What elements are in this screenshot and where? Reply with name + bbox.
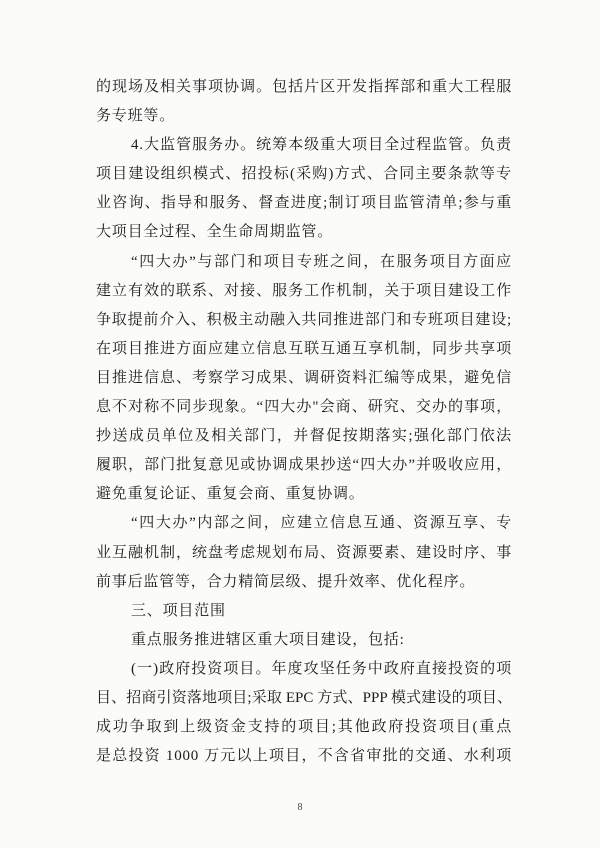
text-line: “四大办”内部之间，应建立信息互通、资源互享、专 xyxy=(131,515,512,532)
text-line: 建立有效的联系、对接、服务工作机制，关于项目建设工作 xyxy=(96,282,512,299)
text-line: 业咨询、指导和服务、督查进度;制订项目监管清单;参与重 xyxy=(96,195,512,212)
text-line: 的现场及相关事项协调。包括片区开发指挥部和重大工程服 xyxy=(96,79,512,95)
text-line: 抄送成员单位及相关部门，并督促按期落实;强化部门依法 xyxy=(96,428,512,445)
text-line: 成功争取到上级资金支持的项目;其他政府投资项目(重点 xyxy=(96,719,512,736)
text-line: 务专班等。 xyxy=(96,108,176,125)
paragraph-coordination xyxy=(96,248,512,510)
text-line: 业互融机制，统盘考虑规划布局、资源要素、建设时序、事 xyxy=(96,544,512,561)
text-line: 前事后监管等，合力精简层级、提升效率、优化程序。 xyxy=(96,573,476,590)
paragraph-internal xyxy=(96,509,512,596)
paragraph-item-1 xyxy=(96,655,512,771)
text-line: 争取提前介入、积极主动融入共同推进部门和专班项目建设; xyxy=(96,311,512,328)
text-line: 履职，部门批复意见或协调成果抄送“四大办”并吸收应用， xyxy=(96,457,512,474)
page-number: 8 xyxy=(297,802,303,813)
text-line: 目推进信息、考察学习成果、调研资料汇编等成果，避免信 xyxy=(96,369,512,386)
document-body xyxy=(96,73,512,771)
text-line: 在项目推进方面应建立信息互联互通互享机制，同步共享项 xyxy=(96,340,512,357)
section-heading: 三、项目范围 xyxy=(131,602,226,619)
text-line: (一)政府投资项目。年度攻坚任务中政府直接投资的项 xyxy=(131,660,512,677)
section-intro: 重点服务推进辖区重大项目建设，包括: xyxy=(131,631,405,648)
paragraph-item-4 xyxy=(96,131,512,247)
text-line: 目、招商引资落地项目;采取 EPC 方式、PPP 模式建设的项目、 xyxy=(96,689,512,706)
paragraph-continued xyxy=(96,73,512,131)
text-line: “四大办”与部门和项目专班之间，在服务项目方面应 xyxy=(131,253,512,270)
text-line: 避免重复论证、重复会商、重复协调。 xyxy=(96,486,365,503)
text-line: 项目建设组织模式、招投标(采购)方式、合同主要条款等专 xyxy=(96,166,512,183)
text-line: 是总投资 1000 万元以上项目，不含省审批的交通、水利项 xyxy=(96,748,512,765)
text-line: 4.大监管服务办。统筹本级重大项目全过程监管。负责 xyxy=(131,137,512,154)
text-line: 息不对称不同步现象。“四大办"会商、研究、交办的事项， xyxy=(96,399,512,416)
text-line: 大项目全过程、全生命周期监管。 xyxy=(96,224,334,241)
